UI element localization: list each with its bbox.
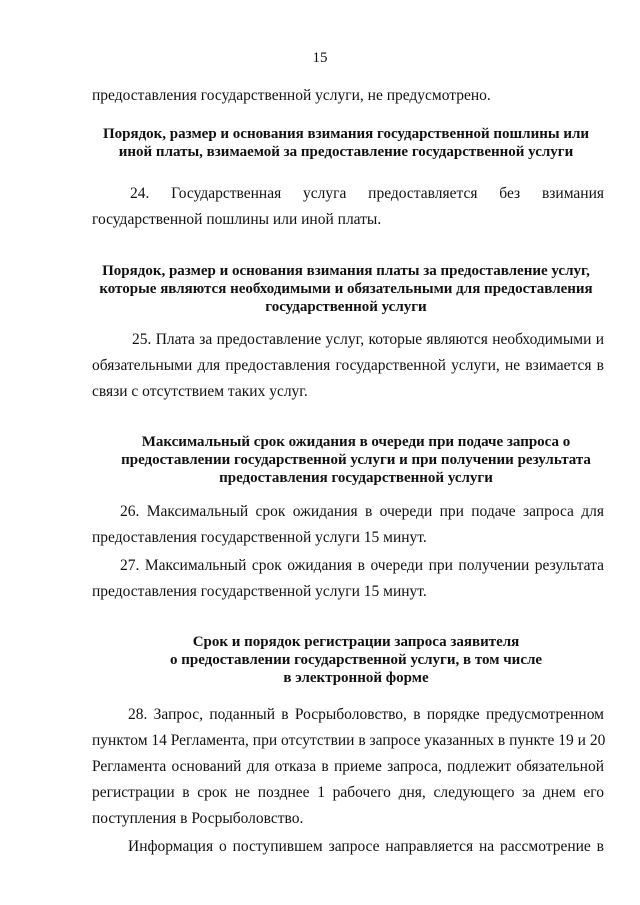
heading-line: о предоставлении государственной услуги, в том числе [169,652,543,668]
paragraph-25-line: обязательными для предоставления государственной услуги, не взимается в [92,357,604,374]
paragraph-27-line: 27. Максимальный срок ожидания в очереди при получении результата [120,557,604,574]
paragraph-27-line: предоставления государственной услуги 15 минут. [92,583,427,600]
heading-line: предоставления государственной услуги [219,470,493,486]
heading-line: в электронной форме [283,670,429,686]
paragraph-28-line: регистрации в срок не позднее 1 рабочего дня, следующего за днем его [92,784,604,801]
heading-line: предоставлении государственной услуги и при получении результата [121,452,591,468]
section-heading-state-duty [60,125,632,161]
section-heading-registration [80,633,632,687]
paragraph-28-line: поступления в Росрыболовство. [92,810,304,827]
heading-line: Порядок, размер и основания взимания государственной пошлины или [102,126,590,142]
page-number: 15 [312,50,328,66]
paragraph-25-line: связи с отсутствием таких услуг. [92,383,308,400]
heading-line: государственной услуги [265,299,427,315]
paragraph-25-line: 25. Плата за предоставление услуг, которые являются необходимыми и [132,331,604,348]
heading-line: иной платы, взимаемой за предоставление государственной услуги [118,144,574,160]
intro-line: предоставления государственной услуги, не предусмотрено. [92,87,491,104]
heading-line: Порядок, размер и основания взимания платы за предоставление услуг, [102,263,590,279]
paragraph-info-line: Информация о поступившем запросе направляется на рассмотрение в [128,838,604,855]
paragraph-24-line: государственной пошлины или иной платы. [92,211,382,228]
heading-line: которые являются необходимыми и обязательными для предоставления [99,281,593,297]
section-heading-queue-time [80,433,632,487]
paragraph-26-line: 26. Максимальный срок ожидания в очереди при подаче запроса для [120,503,604,520]
heading-line: Срок и порядок регистрации запроса заявителя [192,634,520,650]
paragraph-28-line: Регламента оснований для отказа в приеме запроса, подлежит обязательной [92,758,604,775]
paragraph-28-line: 28. Запрос, поданный в Росрыболовство, в порядке предусмотренном [128,706,604,723]
section-heading-service-fees [60,262,632,316]
paragraph-28-line: пунктом 14 Регламента, при отсутствии в запросе указанных в пункте 19 и 20 [92,732,606,749]
paragraph-24-line: 24. Государственная услуга предоставляется без взимания [130,185,604,202]
paragraph-26-line: предоставления государственной услуги 15 минут. [92,529,427,546]
heading-line: Максимальный срок ожидания в очереди при подаче запроса о [141,434,571,450]
